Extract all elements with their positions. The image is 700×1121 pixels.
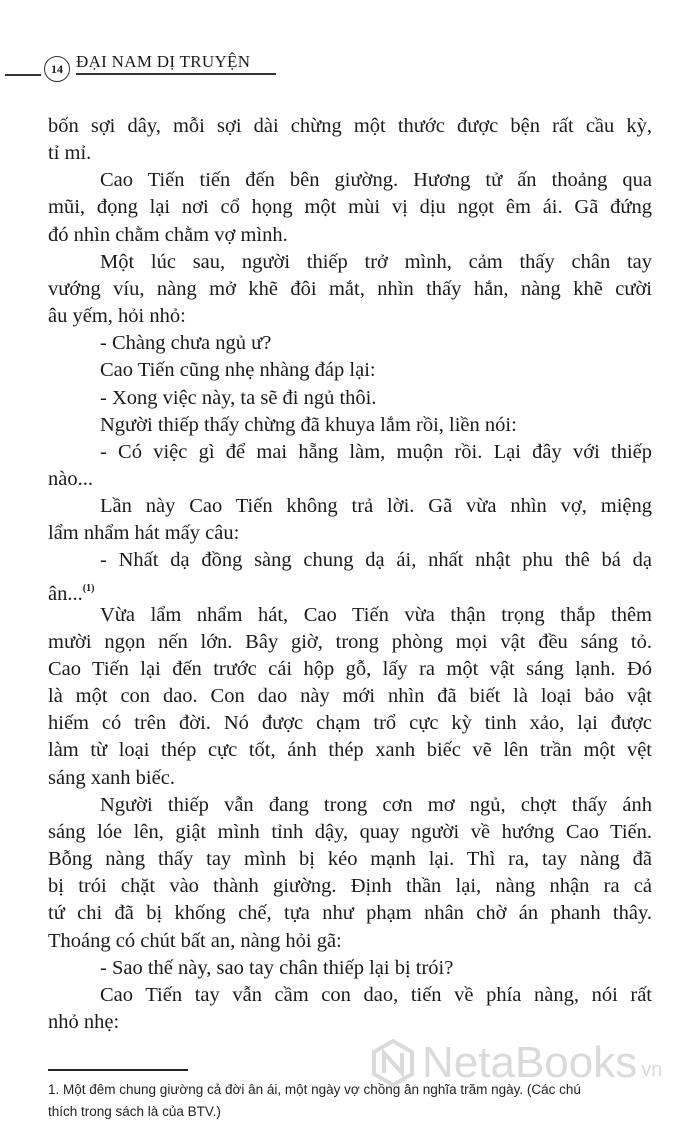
- text-line: [48, 846, 652, 873]
- text-line-content: Cao Tiến tay vẫn cầm con dao, tiến về phía nàng, nói rất: [100, 983, 652, 1006]
- text-line-content: Cao Tiến tiến đến bên giường. Hương tử ấn thoảng qua: [100, 169, 652, 192]
- text-line-content: sáng lóe lên, giật mình tỉnh dậy, quay người về hướng Cao Tiến.: [48, 820, 652, 843]
- text-line-content: làm từ loại thép cực tốt, ánh thép xanh biếc vẽ lên trần một vệt: [48, 739, 652, 762]
- text-line: [48, 765, 652, 792]
- text-line-content: - Có việc gì để mai hẵng làm, muộn rồi. Lại đây với thiếp: [100, 440, 652, 463]
- text-line: [48, 276, 652, 303]
- text-line: [48, 819, 652, 846]
- text-line: [100, 439, 652, 466]
- text-line: [48, 900, 652, 927]
- text-line: [100, 602, 652, 629]
- text-line-content: Vừa lẩm nhẩm hát, Cao Tiến vừa thận trọng thắp thêm: [100, 603, 652, 626]
- watermark-suffix: vn: [641, 1058, 663, 1081]
- header-rule: [5, 74, 41, 76]
- text-line: [48, 629, 652, 656]
- text-line-content: nào...: [48, 467, 93, 490]
- text-line: [100, 385, 652, 412]
- text-line-content: Thoáng có chút bất an, nàng hỏi gã:: [48, 929, 342, 952]
- text-line-content: ân...: [48, 582, 83, 605]
- text-line-content: Bỗng nàng thấy tay mình bị kéo mạnh lại. Thì ra, tay nàng đã: [48, 848, 652, 871]
- text-line: [48, 656, 652, 683]
- text-line: [48, 683, 652, 710]
- text-line-content: nhỏ nhẹ:: [48, 1010, 120, 1033]
- text-line: [48, 737, 652, 764]
- text-line: [100, 249, 652, 276]
- text-line: [48, 710, 652, 737]
- text-line: [100, 955, 652, 982]
- footnote-line: thích trong sách là của BTV.): [48, 1104, 221, 1119]
- text-line-content: là một con dao. Con dao này mới nhìn đã biết là loại bảo vật: [48, 685, 652, 708]
- text-line-content: âu yếm, hỏi nhỏ:: [48, 305, 186, 328]
- text-line: [48, 466, 652, 493]
- text-line-content: đó nhìn chằm chằm vợ mình.: [48, 223, 288, 246]
- text-line-content: hiếm có trên đời. Nó được chạm trổ cực kỳ tinh xảo, lại được: [48, 712, 652, 735]
- text-line: [48, 928, 652, 955]
- text-line-content: tỉ mỉ.: [48, 142, 92, 165]
- text-line-content: vướng víu, nàng mở khẽ đôi mắt, nhìn thấy hắn, nàng khẽ cười: [48, 277, 652, 300]
- text-line: [100, 792, 652, 819]
- text-line-content: lẩm nhẩm hát mấy câu:: [48, 522, 240, 545]
- text-line-content: - Nhất dạ đồng sàng chung dạ ái, nhất nhật phu thê bá dạ: [100, 549, 652, 572]
- text-line-content: tứ chi đã bị khống chế, tựa như phạm nhân chờ án phanh thây.: [48, 902, 652, 925]
- text-line: [100, 982, 652, 1009]
- text-line: [100, 330, 652, 357]
- text-line-content: Người thiếp thấy chừng đã khuya lắm rồi, liền nói:: [100, 413, 517, 436]
- footnote-line: 1. Một đêm chung giường cả đời ân ái, một ngày vợ chồng ân nghĩa trăm ngày. (Các chú: [48, 1082, 581, 1097]
- text-line: [48, 1009, 652, 1036]
- text-line-content: mũi, đọng lại nơi cổ họng một mùi vị dịu ngọt êm ái. Gã đứng: [48, 196, 652, 219]
- text-line-content: Một lúc sau, người thiếp trở mình, cảm thấy chân tay: [100, 250, 652, 273]
- watermark: [372, 1038, 662, 1088]
- text-line-content: - Chàng chưa ngủ ư?: [100, 332, 272, 355]
- text-line: [48, 520, 652, 547]
- text-line: [48, 113, 652, 140]
- text-line-content: bị trói chặt vào thành giường. Định thần lại, nàng nhận ra cả: [48, 875, 652, 898]
- text-line-content: Lần này Cao Tiến không trả lời. Gã vừa nhìn vợ, miệng: [100, 495, 652, 518]
- footnote-reference: (1): [82, 582, 95, 594]
- text-line: [100, 547, 652, 574]
- page-number: 14: [44, 56, 70, 82]
- text-line-content: sáng xanh biếc.: [48, 766, 175, 789]
- text-line: [48, 194, 652, 221]
- text-line: [48, 873, 652, 900]
- text-line-content: - Xong việc này, ta sẽ đi ngủ thôi.: [100, 386, 377, 409]
- text-line-content: Người thiếp vẫn đang trong cơn mơ ngủ, chợt thấy ánh: [100, 793, 652, 816]
- text-line: [48, 303, 652, 330]
- text-line: [48, 140, 652, 167]
- text-line-content: - Sao thế này, sao tay chân thiếp lại bị trói?: [100, 956, 454, 979]
- footnote-rule: [48, 1069, 188, 1071]
- running-title: ĐẠI NAM DỊ TRUYỆN: [76, 52, 276, 75]
- netabooks-logo-icon: [372, 1039, 414, 1087]
- text-line-content: Cao Tiến cũng nhẹ nhàng đáp lại:: [100, 359, 376, 382]
- text-line: [100, 493, 652, 520]
- text-line-content: bốn sợi dây, mỗi sợi dài chừng một thước được bện rất cầu kỳ,: [48, 115, 652, 137]
- text-line: [48, 222, 652, 249]
- watermark-text: NetaBooks: [422, 1038, 638, 1087]
- text-line: [100, 167, 652, 194]
- text-line: [100, 357, 652, 384]
- text-line: [100, 412, 652, 439]
- text-line-content: mười ngọn nến lớn. Bây giờ, trong phòng mọi vật đều sáng tỏ.: [48, 630, 652, 653]
- text-line-content: Cao Tiến lại đến trước cái hộp gỗ, lấy ra một vật sáng lạnh. Đó: [48, 658, 652, 680]
